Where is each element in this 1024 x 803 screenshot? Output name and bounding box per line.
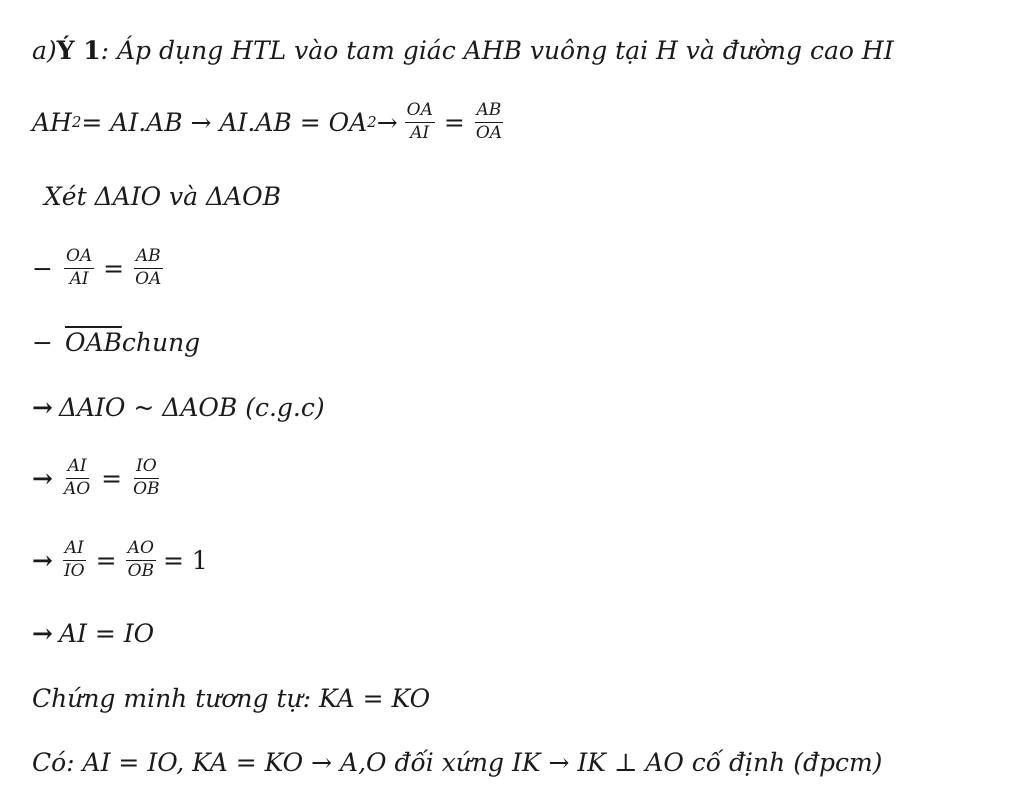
denominator: OB xyxy=(127,560,154,581)
numerator: AB xyxy=(134,246,163,268)
arrow-icon: → xyxy=(32,545,53,575)
denominator: OA xyxy=(135,268,162,289)
equals-sign: = xyxy=(101,463,123,493)
numerator: OA xyxy=(64,246,94,268)
fraction-ai-ao xyxy=(62,456,92,500)
exponent: 2 xyxy=(71,113,82,131)
expr-mid: = AI.AB → AI.AB = OA xyxy=(81,107,368,137)
denominator: OA xyxy=(475,122,503,143)
expr-arrow: → xyxy=(376,107,398,137)
fraction-ab-oa xyxy=(133,246,163,290)
denominator: AO xyxy=(63,478,91,499)
idea-label: Ý 1 xyxy=(56,35,101,65)
line-7 xyxy=(32,458,165,498)
denominator: AI xyxy=(69,268,89,289)
numerator: AI xyxy=(66,456,89,478)
numerator: OA xyxy=(405,100,435,122)
fraction-io-ob xyxy=(131,456,161,500)
equals-sign: = xyxy=(103,253,125,283)
line-4 xyxy=(32,248,166,288)
line-1 xyxy=(32,30,894,70)
part-label: a) xyxy=(32,35,57,65)
line-9 xyxy=(32,613,154,653)
equals-one: = 1 xyxy=(163,545,208,575)
dash: − xyxy=(32,253,53,283)
fraction-ai-io xyxy=(62,538,87,582)
line-3 xyxy=(44,176,281,216)
numerator: AO xyxy=(126,538,156,560)
fraction-ab-oa xyxy=(474,100,504,144)
numerator: AB xyxy=(475,100,504,122)
expr-ah: AH xyxy=(32,107,72,137)
denominator: OB xyxy=(133,478,160,499)
line-10 xyxy=(32,678,430,718)
fraction-oa-ai xyxy=(64,246,94,290)
line-11 xyxy=(32,742,882,782)
angle-oab: $\overline{OAB}$ xyxy=(64,327,122,357)
line-6 xyxy=(32,387,325,427)
final-conclusion-text: Có: AI = IO, KA = KO → A,O đối xứng IK → IK ⊥ AO cố định (đpcm) xyxy=(32,747,883,777)
denominator: AI xyxy=(410,122,430,143)
similarity-text: ΔAIO ~ ΔAOB (c.g.c) xyxy=(58,392,325,422)
consider-text: Xét ΔAIO và ΔAOB xyxy=(44,181,281,211)
statement-text: : Áp dụng HTL vào tam giác AHB vuông tại H và đường cao HI xyxy=(100,35,894,65)
line-2 xyxy=(32,102,507,142)
dash: − xyxy=(32,327,53,357)
arrow-icon: → xyxy=(32,463,53,493)
common-text: chung xyxy=(121,327,201,357)
denominator: IO xyxy=(63,560,85,581)
fraction-ao-ob xyxy=(126,538,156,582)
numerator: IO xyxy=(134,456,159,478)
line-5 xyxy=(32,322,200,362)
conclusion-ai-io: AI = IO xyxy=(58,618,155,648)
equals-sign: = xyxy=(443,107,465,137)
line-8 xyxy=(32,540,208,580)
arrow-icon: → xyxy=(32,392,53,422)
similar-proof-text: Chứng minh tương tự: KA = KO xyxy=(32,683,431,713)
numerator: AI xyxy=(63,538,86,560)
arrow-icon: → xyxy=(32,618,53,648)
fraction-oa-ai xyxy=(405,100,435,144)
equals-sign: = xyxy=(95,545,117,575)
exponent-2: 2 xyxy=(367,113,377,131)
